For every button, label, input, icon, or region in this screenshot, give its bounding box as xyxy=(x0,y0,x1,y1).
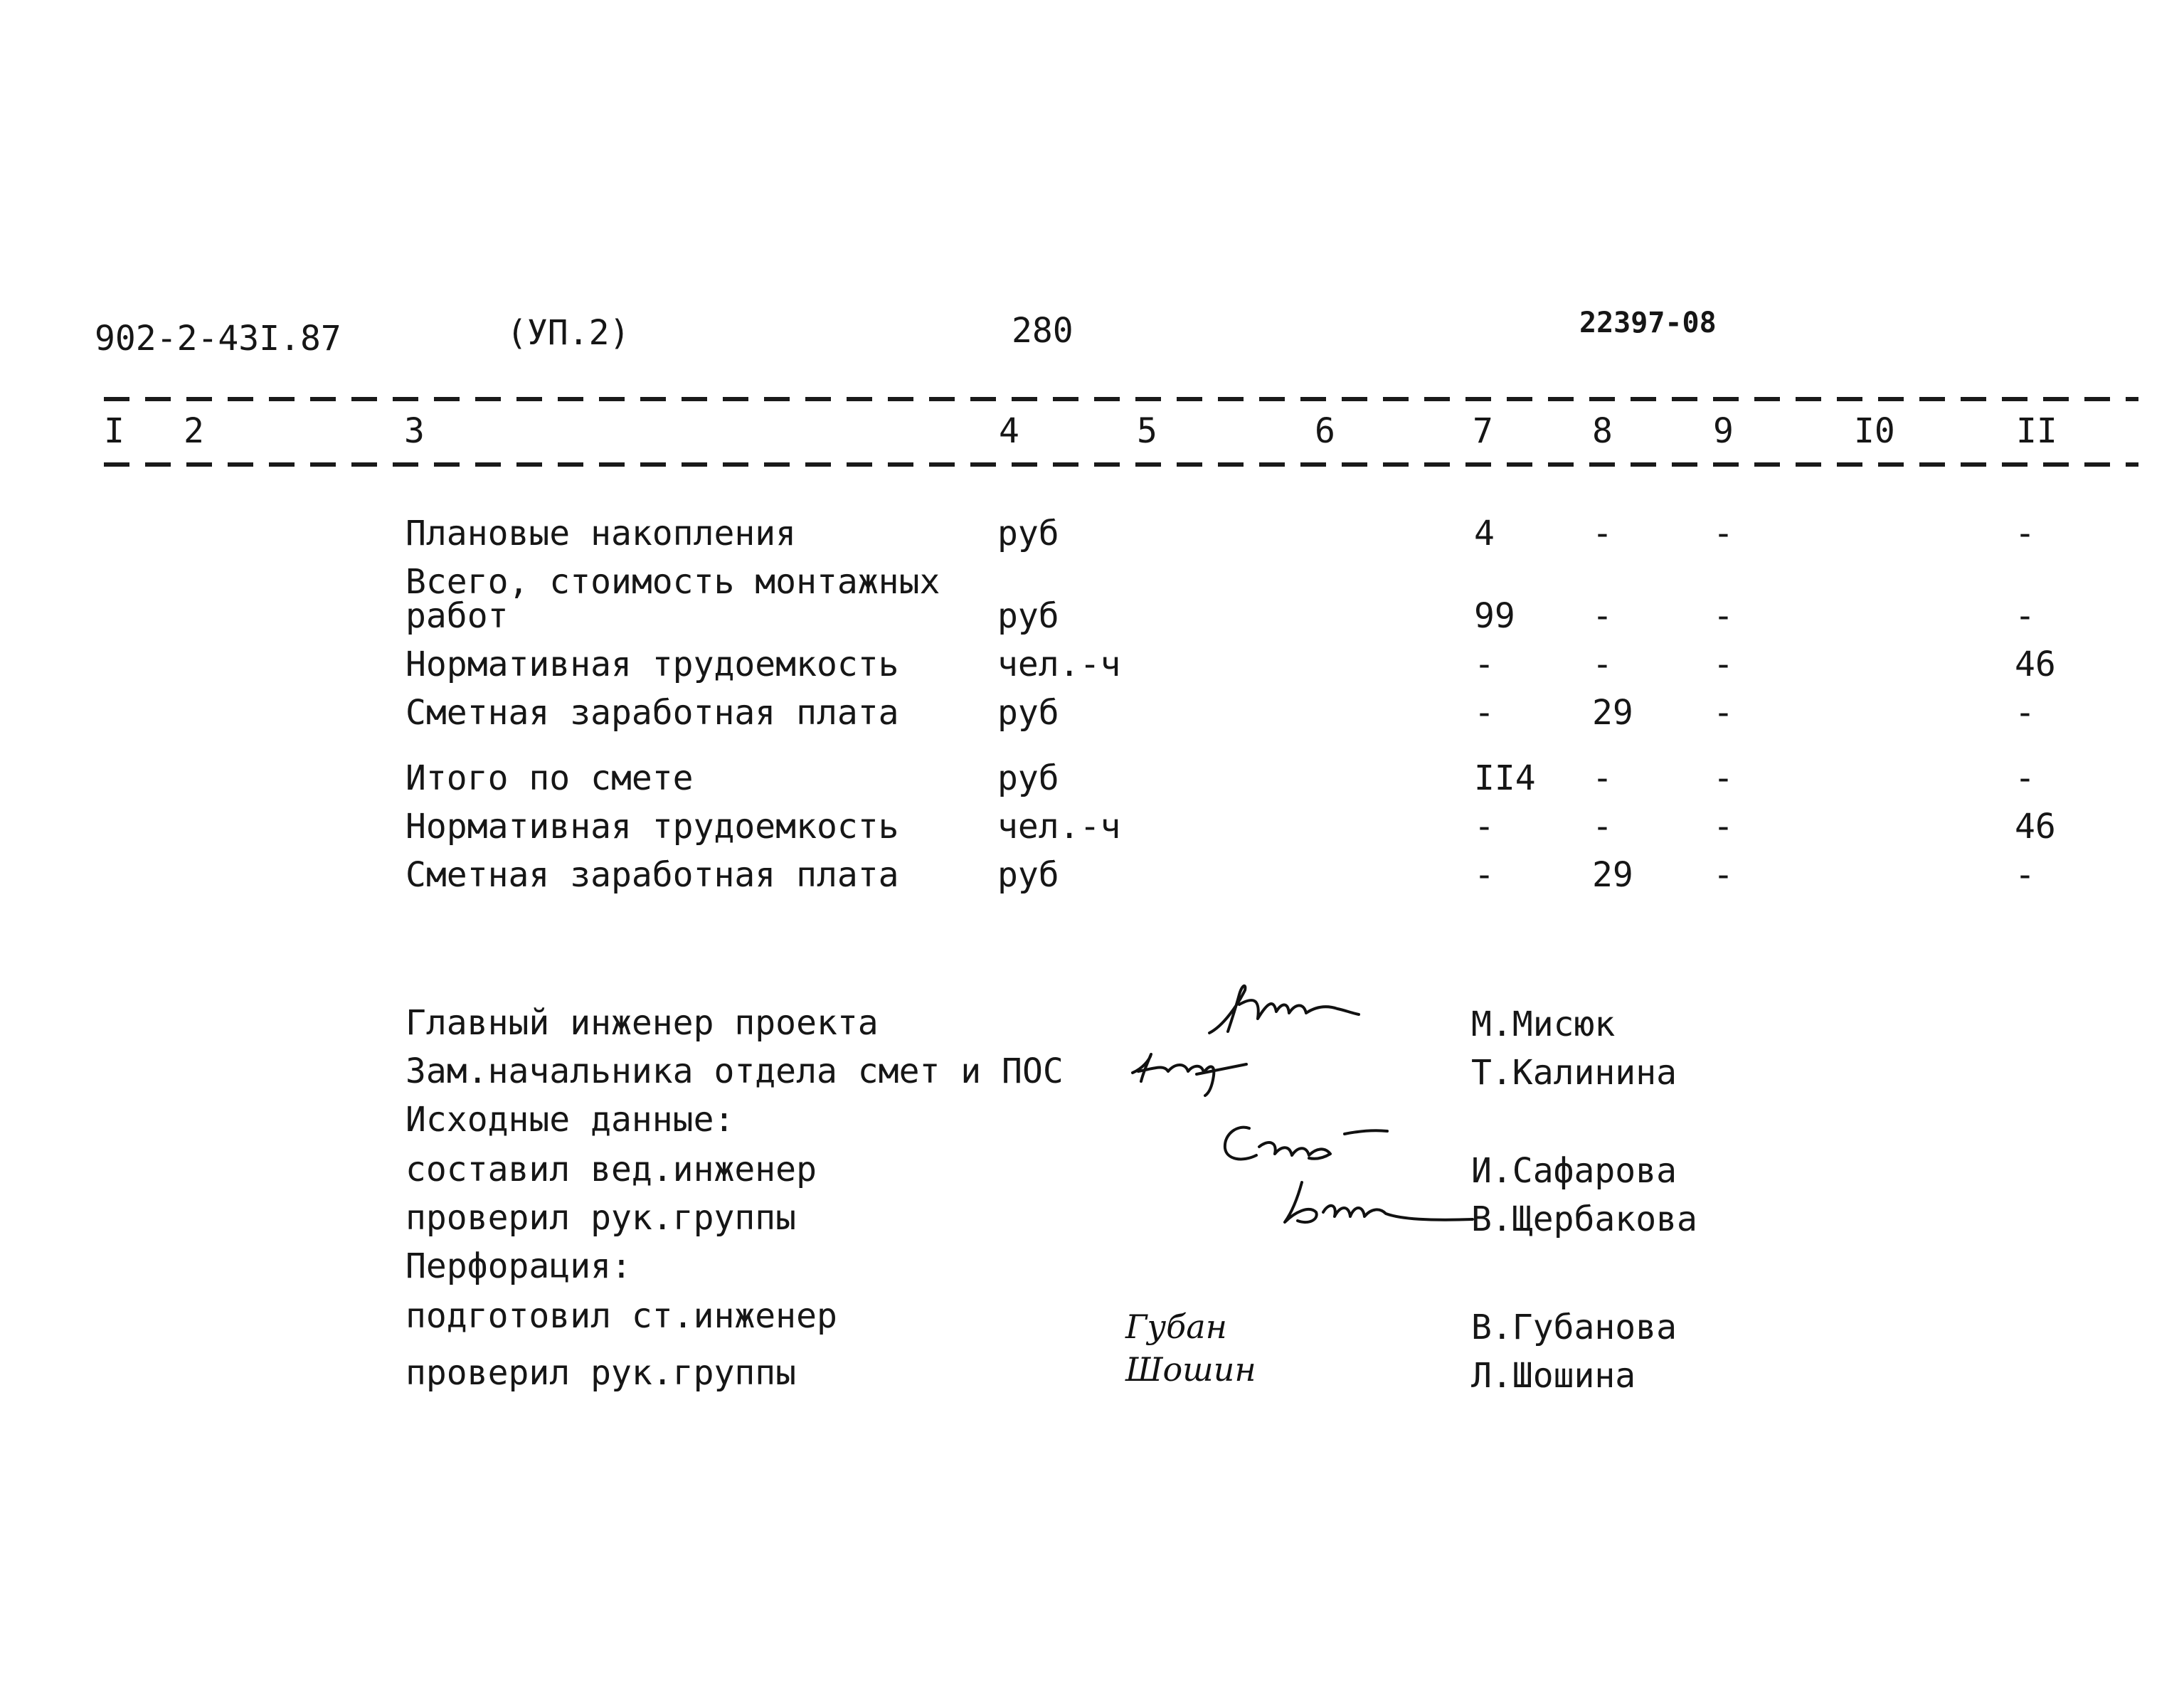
row-unit: руб xyxy=(997,855,1059,895)
column-header: I0 xyxy=(1854,411,1895,451)
signer-name: М.Мисюк xyxy=(1471,1004,1616,1044)
column-header: 2 xyxy=(184,411,204,451)
signer-name: В.Губанова xyxy=(1471,1308,1677,1347)
cell-col11: 46 xyxy=(2015,645,2056,684)
row-label: Нормативная трудоемкость xyxy=(405,807,899,847)
signature-gubanova: Губан xyxy=(1125,1308,1227,1346)
drawing-code: 22397-08 xyxy=(1579,307,1717,339)
cell-col9: - xyxy=(1713,855,1734,895)
role-label: Зам.начальника отдела смет и ПОС xyxy=(405,1051,1064,1091)
section-label: Перфорация: xyxy=(405,1246,632,1286)
row-label: Сметная заработная плата xyxy=(405,693,899,733)
signer-name: В.Щербакова xyxy=(1471,1199,1697,1239)
cell-col8: - xyxy=(1592,645,1613,684)
section-label: Исходные данные: xyxy=(405,1100,735,1140)
column-header: II xyxy=(2016,411,2057,451)
cell-col11: - xyxy=(2015,596,2035,636)
row-unit: руб xyxy=(997,514,1059,553)
column-header: 6 xyxy=(1315,411,1335,451)
row-unit: чел.-ч xyxy=(997,807,1121,847)
cell-col9: - xyxy=(1713,758,1734,798)
column-header: I xyxy=(104,411,124,451)
cell-col11: - xyxy=(2015,693,2035,733)
cell-col7: - xyxy=(1474,807,1495,847)
row-label: Итого по смете xyxy=(405,758,694,798)
row-unit: руб xyxy=(997,758,1059,798)
row-label: Всего, стоимость монтажных xyxy=(405,562,940,602)
section-label: (УП.2) xyxy=(507,313,630,353)
signer-name: Т.Калинина xyxy=(1471,1053,1677,1093)
cell-col9: - xyxy=(1713,807,1734,847)
signer-name: И.Сафарова xyxy=(1471,1151,1677,1191)
column-header: 3 xyxy=(404,411,425,451)
cell-col9: - xyxy=(1713,693,1734,733)
row-unit: руб xyxy=(997,693,1059,733)
role-label: Главный инженер проекта xyxy=(405,1003,879,1043)
document-number: 902-2-43I.87 xyxy=(95,319,341,359)
cell-col8: - xyxy=(1592,758,1613,798)
cell-col9: - xyxy=(1713,645,1734,684)
table-header-rule xyxy=(104,462,2138,467)
cell-col7: II4 xyxy=(1474,758,1536,798)
page-number: 280 xyxy=(1012,311,1074,351)
cell-col7: 99 xyxy=(1474,596,1515,636)
column-header: 7 xyxy=(1473,411,1493,451)
signature-shoshina: Шошин xyxy=(1125,1350,1256,1389)
cell-col7: - xyxy=(1474,855,1495,895)
row-label: Сметная заработная плата xyxy=(405,855,899,895)
signature-kalinina xyxy=(1125,1043,1268,1100)
role-label: проверил рук.группы xyxy=(405,1353,797,1393)
cell-col9: - xyxy=(1713,596,1734,636)
cell-col11: - xyxy=(2015,855,2035,895)
signature-misyuk xyxy=(1195,976,1401,1047)
column-header: 8 xyxy=(1592,411,1613,451)
cell-col7: 4 xyxy=(1474,514,1495,553)
row-unit: руб xyxy=(997,596,1059,636)
role-label: проверил рук.группы xyxy=(405,1198,797,1238)
cell-col7: - xyxy=(1474,693,1495,733)
cell-col8: - xyxy=(1592,596,1613,636)
row-unit: чел.-ч xyxy=(997,645,1121,684)
table-top-rule xyxy=(104,397,2138,401)
signature-shcherbakova xyxy=(1266,1170,1494,1241)
cell-col11: - xyxy=(2015,514,2035,553)
column-header: 9 xyxy=(1713,411,1734,451)
cell-col8: 29 xyxy=(1592,693,1633,733)
row-label-continued: работ xyxy=(405,596,509,636)
row-label: Нормативная трудоемкость xyxy=(405,645,899,684)
cell-col9: - xyxy=(1713,514,1734,553)
column-header: 5 xyxy=(1137,411,1157,451)
cell-col8: - xyxy=(1592,514,1613,553)
cell-col11: 46 xyxy=(2015,807,2056,847)
signer-name: Л.Шошина xyxy=(1471,1356,1636,1396)
role-label: составил вед.инженер xyxy=(405,1150,817,1189)
cell-col8: 29 xyxy=(1592,855,1633,895)
row-label: Плановые накопления xyxy=(405,514,797,553)
cell-col8: - xyxy=(1592,807,1613,847)
column-header: 4 xyxy=(999,411,1019,451)
cell-col11: - xyxy=(2015,758,2035,798)
role-label: подготовил ст.инженер xyxy=(405,1296,837,1336)
cell-col7: - xyxy=(1474,645,1495,684)
